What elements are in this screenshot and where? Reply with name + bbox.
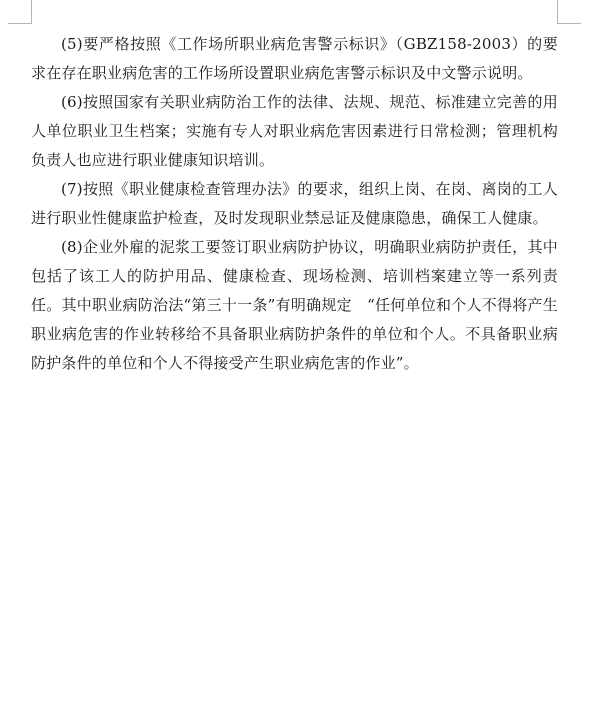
document-body	[31, 30, 558, 378]
paragraph-5: (5)要严格按照《工作场所职业病危害警示标识》（GBZ158-2003）的要求在存在职业病危害的工作场所设置职业病危害警示标识及中文警示说明。	[31, 35, 558, 82]
paragraph-6: (6)按照国家有关职业病防治工作的法律、法规、规范、标准建立完善的用人单位职业卫生档案；实施有专人对职业病危害因素进行日常检测；管理机构负责人也应进行职业健康知识培训。	[31, 93, 558, 169]
top-right-crop-mark-horizontal	[557, 23, 581, 24]
paragraph-7: (7)按照《职业健康检查管理办法》的要求，组织上岗、在岗、离岗的工人进行职业性健康监护检查，及时发现职业禁忌证及健康隐患，确保工人健康。	[31, 180, 558, 227]
paragraph-8: (8)企业外雇的泥浆工要签订职业病防护协议，明确职业病防护责任，其中包括了该工人的防护用品、健康检查、现场检测、培训档案建立等一系列责任。其中职业病防治法“第三十一条”有明确规定 “任何单位和个人不得将产生职业病危害的作业转移给不具备职业病防护条件的单位和个人。不具备职业病防护条件的单位和个人不得接受产生职业病危害的作业”。	[31, 238, 558, 372]
top-left-crop-mark	[31, 0, 32, 23]
top-right-crop-mark	[557, 0, 558, 23]
top-left-crop-mark-horizontal	[8, 23, 32, 24]
